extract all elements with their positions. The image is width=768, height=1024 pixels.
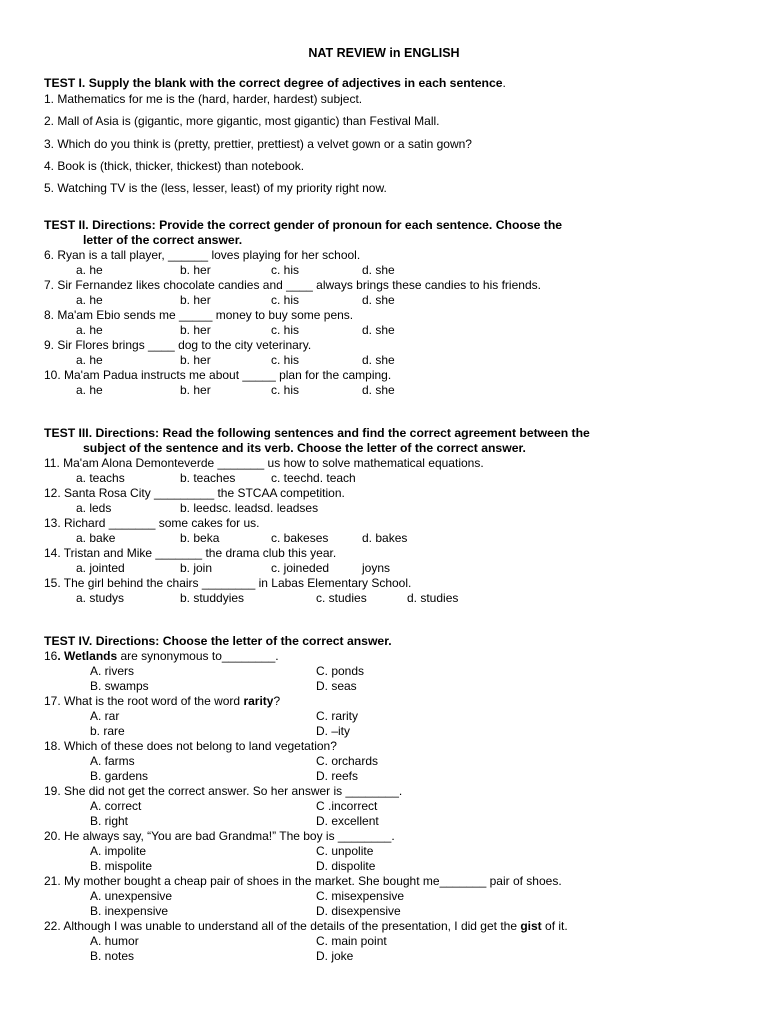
question-12: 12. Santa Rosa City _________ the STCAA competition.: [44, 486, 345, 500]
option-c: C. main point: [316, 934, 387, 948]
option-c: C. unpolite: [316, 844, 374, 858]
question-12-options: [44, 501, 744, 516]
option: a. leds: [76, 501, 112, 515]
test-4-section: [44, 634, 744, 964]
option-b: B. right: [90, 814, 129, 828]
question-19: 19. She did not get the correct answer. So her answer is ________.: [44, 784, 403, 798]
test-2-heading: TEST II. Directions: Provide the correct gender of pronoun for each sentence. Choose the letter of the correct answer.: [44, 218, 563, 247]
question-10-options: [44, 383, 744, 398]
option-c: c. his: [271, 353, 300, 367]
question-7-options: [44, 293, 744, 308]
test-2-section: [44, 218, 744, 398]
option-b: B. inexpensive: [90, 904, 169, 918]
option-c: C. misexpensive: [316, 889, 405, 903]
question-16-options-row-2: [44, 679, 744, 694]
question-20: 20. He always say, “You are bad Grandma!” The boy is ________.: [44, 829, 395, 843]
option: b. teaches: [180, 471, 236, 485]
question-1: 1. Mathematics for me is the (hard, harder, hardest) subject.: [44, 92, 363, 106]
option: c. bakeses: [271, 531, 329, 545]
option-a: A. unexpensive: [90, 889, 173, 903]
option-a: a. he: [76, 323, 103, 337]
option-c: c. his: [271, 323, 300, 337]
option-a: a. he: [76, 263, 103, 277]
option-a: A. correct: [90, 799, 142, 813]
option-d: D. reefs: [316, 769, 359, 783]
option-d: D. –ity: [316, 724, 351, 738]
option: a. jointed: [76, 561, 125, 575]
option-c: C. orchards: [316, 754, 379, 768]
option-d: D. dispolite: [316, 859, 376, 873]
option: d. studies: [407, 591, 459, 605]
option-b: b. her: [180, 383, 211, 397]
option-a: a. he: [76, 383, 103, 397]
option-a: A. farms: [90, 754, 135, 768]
test-3-heading: TEST III. Directions: Read the following sentences and find the correct agreement between the subject of the sentence and its verb. Choose the letter of the correct answer.: [44, 426, 590, 455]
question-10: 10. Ma'am Padua instructs me about _____ plan for the camping.: [44, 368, 392, 382]
question-9: 9. Sir Flores brings ____ dog to the city veterinary.: [44, 338, 312, 352]
option-b: b. her: [180, 293, 211, 307]
option-d: d. she: [362, 383, 395, 397]
question-22: 22. Although I was unable to understand all of the details of the presentation, I did get the gist of it.: [44, 919, 568, 933]
question-18-options-row-1: [44, 754, 744, 769]
question-19-options-row-2: [44, 814, 744, 829]
question-18: 18. Which of these does not belong to land vegetation?: [44, 739, 337, 753]
question-9-options: [44, 353, 744, 368]
option: a. bake: [76, 531, 116, 545]
option-b: B. gardens: [90, 769, 149, 783]
question-18-options-row-2: [44, 769, 744, 784]
option-d: D. disexpensive: [316, 904, 401, 918]
test-3-section: [44, 426, 744, 606]
option-a: a. he: [76, 293, 103, 307]
option-b: B. notes: [90, 949, 135, 963]
question-21-options-row-1: [44, 889, 744, 904]
question-7: 7. Sir Fernandez likes chocolate candies and ____ always brings these candies to his friends.: [44, 278, 541, 292]
option-a: A. impolite: [90, 844, 147, 858]
option: b. studdyies: [180, 591, 245, 605]
option-b: b. her: [180, 323, 211, 337]
option-b: b. rare: [90, 724, 125, 738]
option-a: A. rivers: [90, 664, 135, 678]
option-a: A. humor: [90, 934, 139, 948]
option-a: A. rar: [90, 709, 120, 723]
question-14-options: [44, 561, 744, 576]
question-2: 2. Mall of Asia is (gigantic, more gigantic, most gigantic) than Festival Mall.: [44, 114, 440, 129]
option: joyns: [362, 561, 391, 575]
test-1-section: [44, 76, 744, 199]
option-c: c. his: [271, 293, 300, 307]
option-b: B. mispolite: [90, 859, 153, 873]
question-8-options: [44, 323, 744, 338]
question-22-options-row-2: [44, 949, 744, 964]
question-13: 13. Richard _______ some cakes for us.: [44, 516, 260, 530]
option: b. leedsc. leadsd. leadses: [180, 501, 319, 515]
page-title: NAT REVIEW in ENGLISH: [308, 46, 460, 60]
question-11: 11. Ma'am Alona Demonteverde _______ us how to solve mathematical equations.: [44, 456, 484, 470]
test-4-heading: TEST IV. Directions: Choose the letter of the correct answer.: [44, 634, 392, 648]
option: d. bakes: [362, 531, 408, 545]
option-d: D. seas: [316, 679, 357, 693]
option: c. studies: [316, 591, 367, 605]
question-6: 6. Ryan is a tall player, ______ loves playing for her school.: [44, 248, 361, 262]
question-22-options-row-1: [44, 934, 744, 949]
option: c. joineded: [271, 561, 330, 575]
option: a. studys: [76, 591, 125, 605]
question-20-options-row-1: [44, 844, 744, 859]
question-8: 8. Ma'am Ebio sends me _____ money to buy some pens.: [44, 308, 354, 322]
question-14: 14. Tristan and Mike _______ the drama club this year.: [44, 546, 337, 560]
question-21: 21. My mother bought a cheap pair of shoes in the market. She bought me_______ pair of shoes.: [44, 874, 562, 888]
option-b: b. her: [180, 263, 211, 277]
option: b. join: [180, 561, 213, 575]
question-20-options-row-2: [44, 859, 744, 874]
question-6-options: [44, 263, 744, 278]
option-d: D. excellent: [316, 814, 379, 828]
option-c: C. ponds: [316, 664, 365, 678]
option-c: c. his: [271, 263, 300, 277]
question-11-options: [44, 471, 744, 486]
option: b. beka: [180, 531, 220, 545]
option-d: D. joke: [316, 949, 354, 963]
option-d: d. she: [362, 293, 395, 307]
question-3: 3. Which do you think is (pretty, prettier, prettiest) a velvet gown or a satin gown?: [44, 136, 472, 151]
question-17-options-row-2: [44, 724, 744, 739]
question-15-options: [44, 591, 744, 606]
option-d: d. she: [362, 323, 395, 337]
question-4: 4. Book is (thick, thicker, thickest) than notebook.: [44, 158, 305, 173]
option-c: C .incorrect: [316, 799, 378, 813]
question-13-options: [44, 531, 744, 546]
question-17: 17. What is the root word of the word rarity?: [44, 694, 281, 708]
option-b: b. her: [180, 353, 211, 367]
option-c: C. rarity: [316, 709, 358, 723]
question-17-options-row-1: [44, 709, 744, 724]
option-a: a. he: [76, 353, 103, 367]
option-d: d. she: [362, 353, 395, 367]
option: a. teachs: [76, 471, 125, 485]
test-1-heading: TEST I. Supply the blank with the correct degree of adjectives in each sentence.: [44, 76, 506, 90]
question-15: 15. The girl behind the chairs ________ in Labas Elementary School.: [44, 576, 412, 590]
option-b: B. swamps: [90, 679, 149, 693]
option: c. teechd. teach: [271, 471, 356, 485]
option-c: c. his: [271, 383, 300, 397]
option-d: d. she: [362, 263, 395, 277]
question-5: 5. Watching TV is the (less, lesser, least) of my priority right now.: [44, 181, 387, 196]
question-19-options-row-1: [44, 799, 744, 814]
question-21-options-row-2: [44, 904, 744, 919]
question-16-options-row-1: [44, 664, 744, 679]
question-16: 16. Wetlands are synonymous to________.: [44, 649, 279, 663]
